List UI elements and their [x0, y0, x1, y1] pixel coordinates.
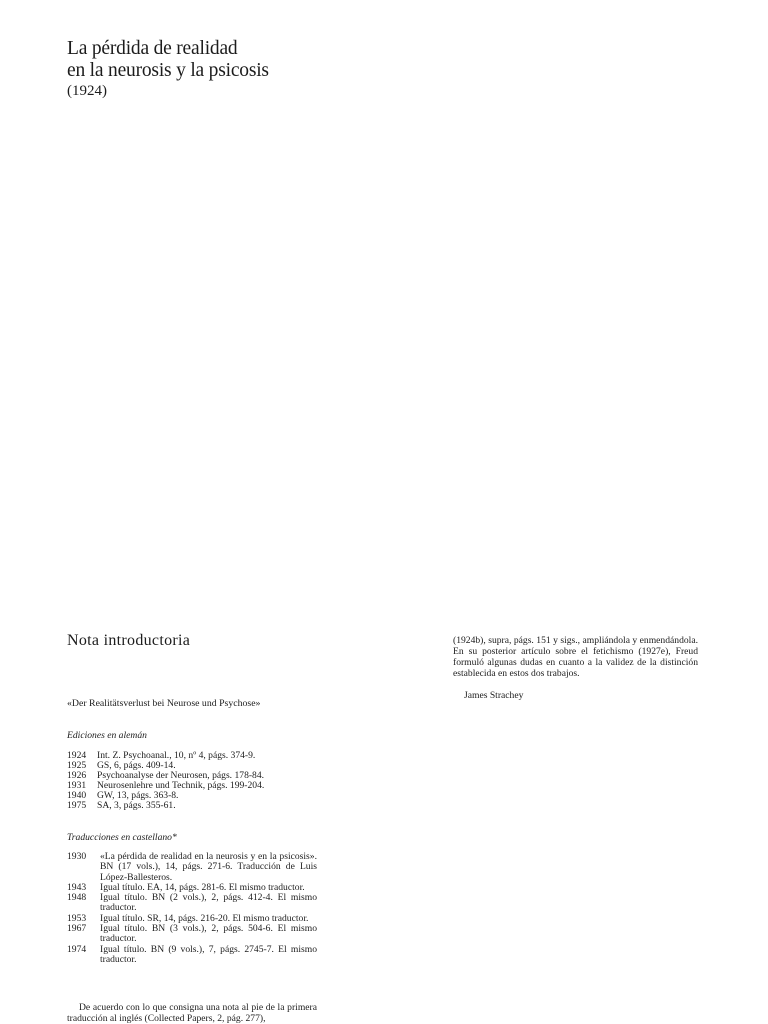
traduccion-row: [67, 945, 317, 966]
traduccion-row: [67, 852, 317, 883]
traduccion-text: Igual título. BN (9 vols.), 7, págs. 2745-7. El mismo traductor.: [100, 943, 317, 965]
chapter-title-line1: La pérdida de realidad: [67, 38, 238, 59]
traducciones-heading: Traducciones en castellano*: [67, 832, 177, 843]
traduccion-year: 1967: [67, 923, 87, 935]
edicion-text: Neurosenlehre und Technik, págs. 199-204.: [97, 780, 265, 791]
edicion-year: 1931: [67, 780, 87, 791]
edicion-text: Int. Z. Psychoanal., 10, nº 4, págs. 374-9.: [97, 750, 256, 761]
traduccion-year: 1948: [67, 892, 87, 904]
edicion-year: 1924: [67, 750, 87, 761]
right-column: [453, 635, 698, 701]
traducciones-list: [67, 852, 317, 965]
traduccion-text: Igual título. SR, 14, págs. 216-20. El mismo traductor.: [100, 912, 309, 924]
traduccion-row: [67, 893, 317, 914]
edicion-text: GW, 13, págs. 363-8.: [97, 790, 179, 801]
edicion-year: 1925: [67, 760, 87, 771]
edicion-text: GS, 6, págs. 409-14.: [97, 760, 176, 771]
ediciones-aleman-list: [67, 751, 264, 811]
edicion-text: Psychoanalyse der Neurosen, págs. 178-84.: [97, 770, 265, 781]
chapter-year: (1924): [67, 83, 107, 99]
traduccion-year: 1943: [67, 881, 87, 893]
traduccion-year: 1974: [67, 943, 87, 955]
right-column-text: (1924b), supra, págs. 151 y sigs., ampliándola y enmendándola. En su posterior artículo sobre el fetichismo (1927e), Freud formuló algunas dudas en cuanto a la validez de la distinción establecida en estos dos trabajos.: [453, 635, 698, 679]
closing-paragraph: De acuerdo con lo que consigna una nota al pie de la primera traducción al inglés (Collected Papers, 2, pág. 277),: [67, 1002, 317, 1024]
ediciones-aleman-heading: Ediciones en alemán: [67, 730, 147, 741]
chapter-title-line2: en la neurosis y la psicosis: [67, 60, 269, 81]
traduccion-year: 1953: [67, 912, 87, 924]
edicion-row: [67, 801, 264, 811]
traduccion-text: Igual título. EA, 14, págs. 281-6. El mismo traductor.: [100, 881, 305, 893]
traduccion-row: [67, 924, 317, 945]
edicion-year: 1940: [67, 790, 87, 801]
traduccion-text: «La pérdida de realidad en la neurosis y en la psicosis». BN (17 vols.), 14, págs. 271-6. Traducción de Luis López-Ballesteros.: [100, 851, 317, 883]
original-title: «Der Realitätsverlust bei Neurose und Psychose»: [67, 698, 261, 709]
traduccion-text: Igual título. BN (3 vols.), 2, págs. 504-6. El mismo traductor.: [100, 923, 317, 945]
chapter-title-block: [67, 38, 269, 100]
section-heading-nota: Nota introductoria: [67, 632, 191, 649]
edicion-year: 1926: [67, 770, 87, 781]
traduccion-text: Igual título. BN (2 vols.), 2, págs. 412-4. El mismo traductor.: [100, 892, 317, 914]
author-signature: James Strachey: [464, 690, 524, 701]
traduccion-year: 1930: [67, 851, 87, 862]
edicion-year: 1975: [67, 800, 87, 811]
edicion-text: SA, 3, págs. 355-61.: [97, 800, 176, 811]
